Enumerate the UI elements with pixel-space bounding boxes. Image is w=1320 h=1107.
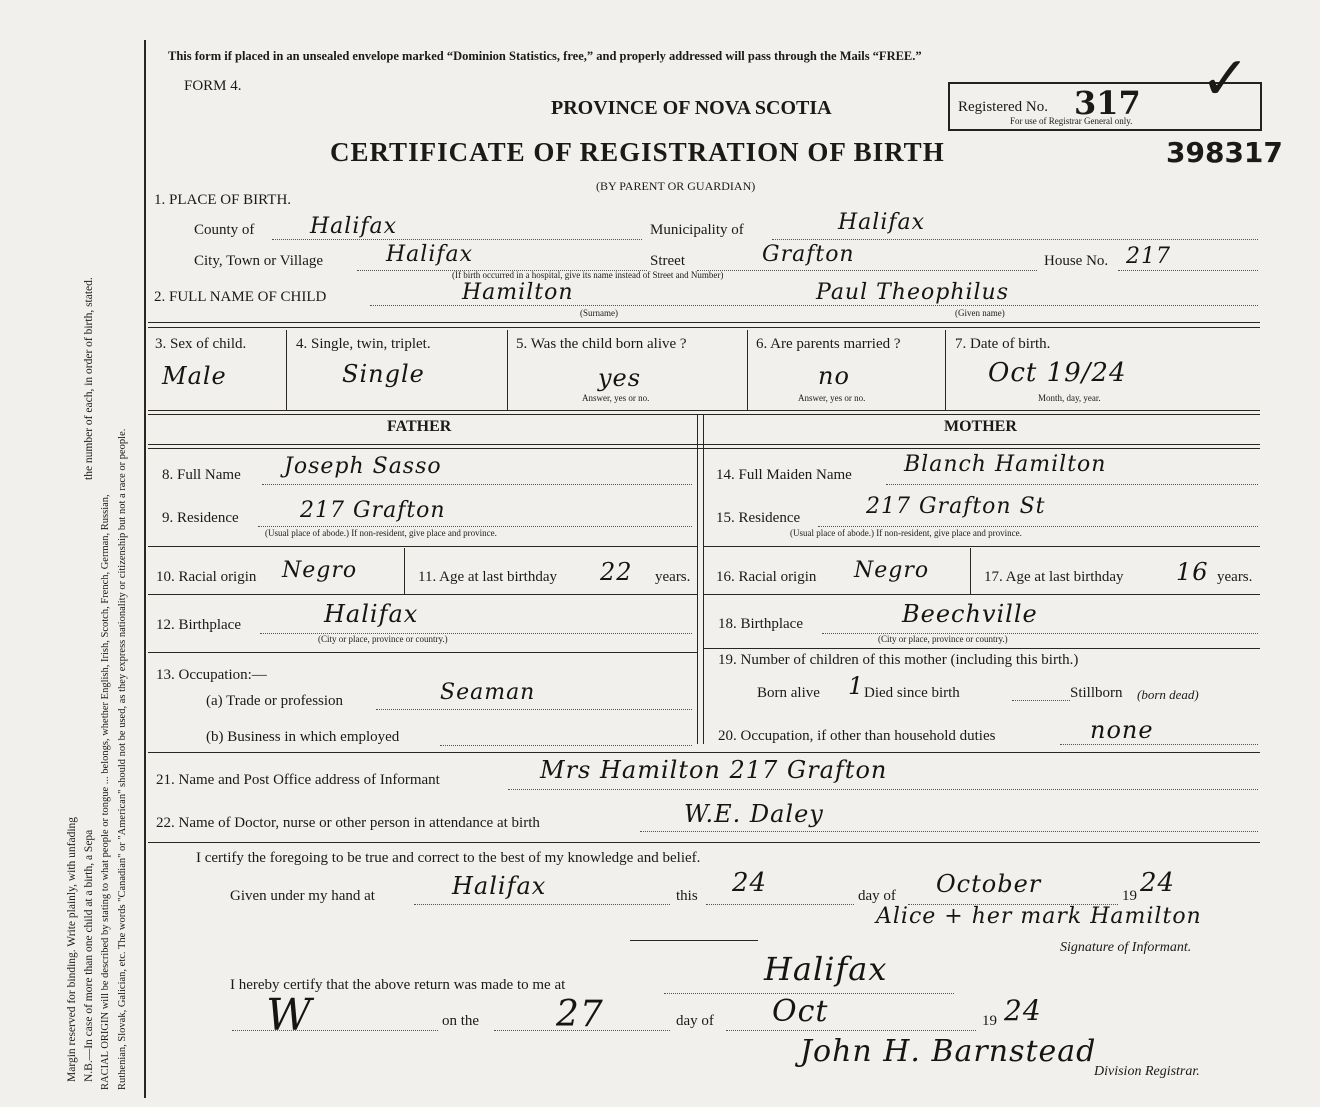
registrar-year-value: 24: [1004, 994, 1042, 1027]
died-since-birth-label: Died since birth: [864, 685, 960, 701]
day-of-label: day of: [858, 888, 896, 904]
alive-label: 5. Was the child born alive ?: [516, 336, 687, 352]
mother-race-value: Negro: [854, 558, 930, 583]
child-surname: Hamilton: [462, 280, 574, 305]
father-occupation-label: 13. Occupation:—: [156, 667, 267, 683]
child-given-name: Paul Theophilus: [816, 280, 1010, 305]
this-label: this: [676, 888, 698, 904]
alive-value: yes: [598, 364, 642, 392]
father-business-label: (b) Business in which employed: [206, 729, 400, 745]
doctor-value: W.E. Daley: [684, 800, 824, 828]
born-alive-value: 1: [848, 672, 865, 700]
given-year-prefix: 19: [1122, 888, 1137, 904]
father-name-value: Joseph Sasso: [284, 454, 442, 479]
multiple-value: Single: [342, 360, 425, 388]
informant-signature-label: Signature of Informant.: [1060, 940, 1192, 955]
mother-children-label: 19. Number of children of this mother (including this birth.): [718, 652, 1079, 668]
registrar-initials: W: [266, 990, 313, 1041]
registrar-month-value: Oct: [772, 994, 829, 1029]
child-name-label: 2. FULL NAME OF CHILD: [154, 289, 327, 305]
father-trade-label: (a) Trade or profession: [206, 693, 344, 709]
married-value: no: [818, 362, 850, 390]
on-the-label: on the: [442, 1013, 480, 1029]
county-label: County of: [194, 222, 255, 238]
given-year-value: 24: [1140, 868, 1176, 898]
father-abode-note: (Usual place of abode.) If non-resident, give place and province.: [265, 528, 497, 538]
mail-notice: This form if placed in an unsealed envelope marked “Dominion Statistics, free,” and properly addressed will pass through the Mails “FREE.”: [168, 49, 922, 63]
father-heading: FATHER: [387, 418, 452, 435]
mother-birthplace-label: 18. Birthplace: [718, 616, 803, 632]
mother-residence-label: 15. Residence: [716, 510, 801, 526]
mother-race-label: 16. Racial origin: [716, 569, 817, 585]
stamp-number: 398317: [1166, 136, 1283, 169]
father-race-value: Negro: [282, 558, 358, 583]
registered-box: [948, 44, 1262, 131]
document-subtitle: (BY PARENT OR GUARDIAN): [596, 179, 756, 193]
mother-heading: MOTHER: [944, 418, 1017, 435]
document-title: CERTIFICATE OF REGISTRATION OF BIRTH: [330, 137, 945, 167]
division-registrar-label: Division Registrar.: [1094, 1064, 1200, 1079]
married-note: Answer, yes or no.: [798, 393, 866, 403]
given-month-value: October: [936, 870, 1042, 898]
place-of-birth-label: 1. PLACE OF BIRTH.: [154, 192, 292, 208]
registered-number: 317: [1074, 84, 1141, 122]
registrar-place-value: Halifax: [764, 950, 888, 988]
margin-racial-note-2: Ruthenian, Slovak, Galician, etc. The words "Canadian" or "American" should not be used, as they express nationality or citizenship but not a race or people.: [117, 428, 128, 1090]
father-trade-value: Seaman: [440, 680, 536, 705]
city-value: Halifax: [386, 242, 474, 267]
registrar-note: For use of Registrar General only.: [1010, 116, 1133, 126]
father-age-label: 11. Age at last birthday: [418, 569, 557, 585]
born-dead-note: (born dead): [1137, 687, 1199, 702]
municipality-value: Halifax: [838, 210, 926, 235]
registrar-signature: John H. Barnstead: [800, 1034, 1097, 1069]
hospital-note: (If birth occurred in a hospital, give its name instead of Street and Number): [452, 270, 724, 280]
father-city-note: (City or place, province or country.): [318, 634, 448, 644]
informant-label: 21. Name and Post Office address of Informant: [156, 772, 440, 788]
born-alive-label: Born alive: [757, 685, 820, 701]
mother-age-label: 17. Age at last birthday: [984, 569, 1124, 585]
county-value: Halifax: [310, 214, 398, 239]
father-age-value: 22: [600, 558, 633, 586]
margin-nb-note: N.B.—In case of more than one child at a birth, a Sepa: [83, 829, 95, 1082]
mother-city-note: (City or place, province or country.): [878, 634, 1008, 644]
surname-note: (Surname): [580, 308, 618, 318]
date-value: Oct 19/24: [988, 358, 1127, 388]
certify-statement: I certify the foregoing to be true and correct to the best of my knowledge and belief.: [196, 850, 701, 866]
alive-note: Answer, yes or no.: [582, 393, 650, 403]
margin-border: [144, 40, 146, 1098]
given-under-label: Given under my hand at: [230, 888, 375, 904]
father-years-label: years.: [655, 569, 691, 585]
margin-binding-note: Margin reserved for binding. Write plainly, with unfading: [66, 816, 78, 1082]
mother-name-value: Blanch Hamilton: [904, 452, 1107, 477]
stillborn-label: Stillborn: [1070, 685, 1123, 701]
father-birthplace-value: Halifax: [324, 600, 419, 628]
sex-label: 3. Sex of child.: [155, 336, 247, 352]
doctor-label: 22. Name of Doctor, nurse or other person in attendance at birth: [156, 815, 540, 831]
city-label: City, Town or Village: [194, 253, 324, 269]
street-value: Grafton: [762, 242, 855, 267]
sex-value: Male: [162, 362, 227, 390]
mother-residence-value: 217 Grafton St: [866, 494, 1046, 519]
mother-abode-note: (Usual place of abode.) If non-resident, give place and province.: [790, 528, 1022, 538]
house-value: 217: [1126, 244, 1171, 269]
margin-racial-note: RACIAL ORIGIN will be described by stating to what people or tongue ... belongs, whether English, Irish, Scotch, French, German, Russian,: [100, 494, 111, 1090]
mother-birthplace-value: Beechville: [902, 600, 1038, 628]
date-note: Month, day, year.: [1038, 393, 1101, 403]
informant-signature: Alice + her mark Hamilton: [876, 904, 1202, 929]
form-number: FORM 4.: [184, 78, 242, 94]
margin-nb-tail: the number of each, in order of birth, stated.: [83, 277, 95, 480]
father-residence-label: 9. Residence: [162, 510, 239, 526]
house-label: House No.: [1044, 253, 1109, 269]
given-place-value: Halifax: [452, 872, 547, 900]
father-residence-value: 217 Grafton: [300, 498, 446, 523]
informant-value: Mrs Hamilton 217 Grafton: [540, 756, 888, 784]
registered-label: Registered No.: [958, 99, 1048, 115]
married-label: 6. Are parents married ?: [756, 336, 901, 352]
mother-occupation-label: 20. Occupation, if other than household duties: [718, 728, 996, 744]
multiple-label: 4. Single, twin, triplet.: [296, 336, 431, 352]
father-name-label: 8. Full Name: [162, 467, 241, 483]
street-label: Street: [650, 253, 685, 269]
mother-age-value: 16: [1176, 558, 1209, 586]
registrar-day-value: 27: [556, 994, 604, 1035]
registrar-cert-label: I hereby certify that the above return was made to me at: [230, 977, 566, 993]
registrar-day-of-label: day of: [676, 1013, 714, 1029]
municipality-label: Municipality of: [650, 222, 744, 238]
father-birthplace-label: 12. Birthplace: [156, 617, 241, 633]
mother-years-label: years.: [1217, 569, 1253, 585]
given-day-value: 24: [732, 868, 768, 898]
check-mark: ✓: [1200, 44, 1251, 114]
father-race-label: 10. Racial origin: [156, 569, 257, 585]
given-name-note: (Given name): [955, 308, 1005, 318]
province-heading: PROVINCE OF NOVA SCOTIA: [551, 97, 832, 119]
registrar-year-prefix: 19: [982, 1013, 997, 1029]
date-label: 7. Date of birth.: [955, 336, 1051, 352]
mother-name-label: 14. Full Maiden Name: [716, 467, 852, 483]
mother-occupation-value: none: [1090, 716, 1154, 744]
